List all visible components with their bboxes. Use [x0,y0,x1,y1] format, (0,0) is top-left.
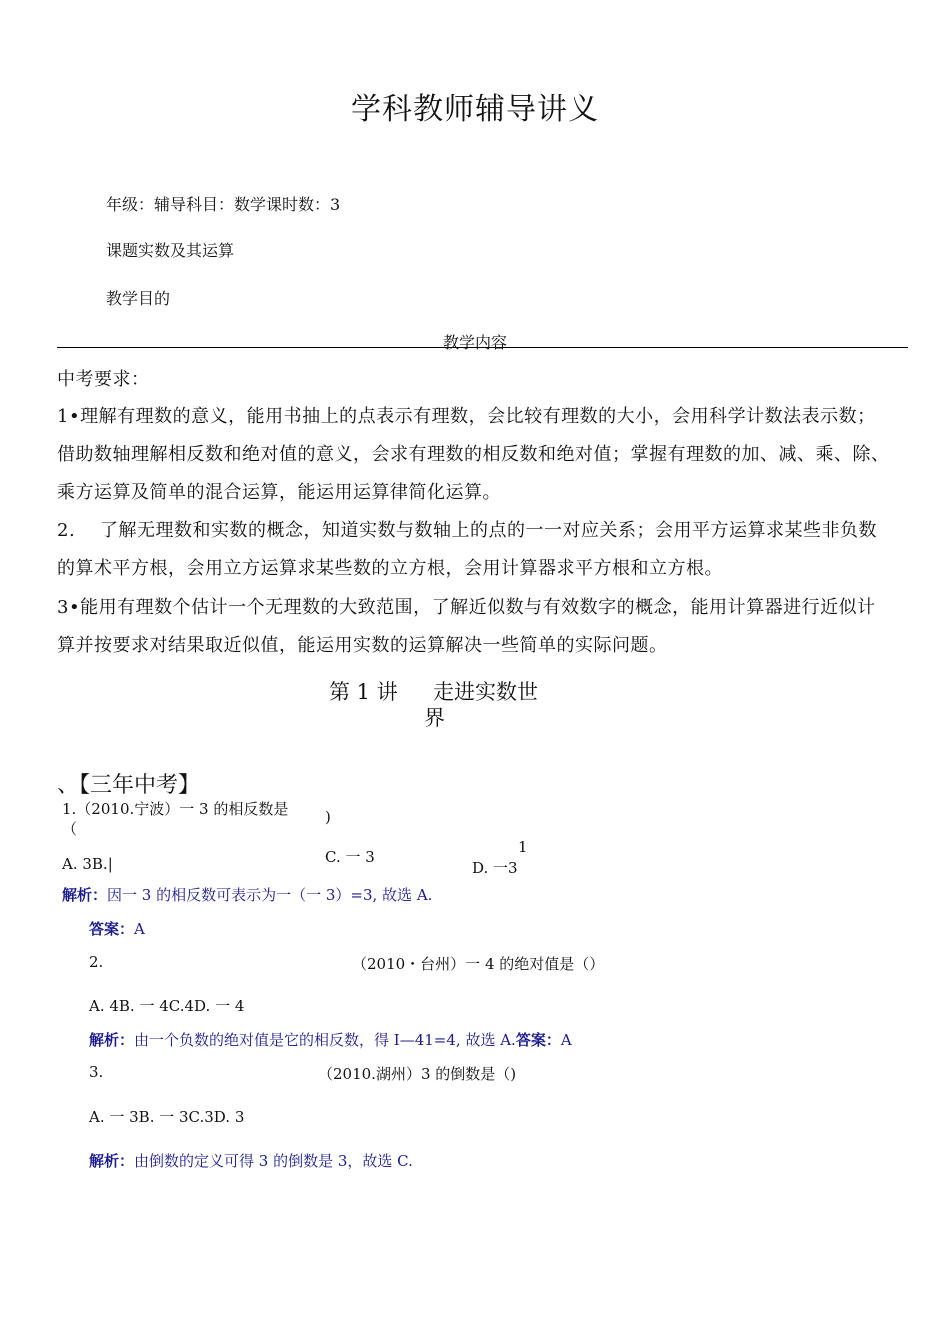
q1-analysis: 解析：因一 3 的相反数可表示为一（一 3）=3, 故选 A. [62,886,433,904]
requirement-line: 的算术平方根，会用立方运算求某些数的立方根，会用计算器求平方根和立方根。 [57,558,723,579]
requirement-line: 2. 了解无理数和实数的概念，知道实数与数轴上的点的一一对应关系；会用平方运算求某些非负数 [57,520,878,541]
q3-number: 3. [89,1063,104,1081]
section-heading: 、【三年中考】 [57,773,201,798]
q1-paren-open: （ [62,820,78,838]
lecture-number: 第 1 讲 [329,680,398,704]
q1-option-d-superscript: 1 [518,838,528,856]
requirement-line: 算并按要求对结果取近似值，能运用实数的运算解决一些简单的实际问题。 [57,635,668,656]
q1-paren-close: ) [325,808,331,826]
q3-stem: （2010.湖州）3 的倒数是（) [318,1065,517,1083]
q1-option-d: D. 一3 [472,859,518,877]
lecture-title: 走进实数世 [433,680,538,704]
document-title: 学科教师辅导讲义 [351,92,599,127]
q1-option-c: C. 一 3 [325,848,375,866]
requirement-line: 乘方运算及简单的混合运算，能运用运算律简化运算。 [57,482,501,503]
requirements-heading: 中考要求： [57,369,150,390]
q1-option-ab: A. 3B.| [62,855,113,873]
q2-options: A. 4B. 一 4C.4D. 一 4 [89,997,245,1015]
meta-line: 年级：辅导科目：数学课时数：3 [106,195,341,214]
goal-line: 教学目的 [106,289,171,308]
requirement-line: 3•能用有理数个估计一个无理数的大致范围，了解近似数与有效数字的概念，能用计算器进行近似计 [57,597,876,618]
q2-number: 2. [89,953,104,971]
lecture-title-cont: 界 [424,706,445,730]
topic-line: 课题实数及其运算 [106,241,235,260]
requirement-line: 1•理解有理数的意义，能用书抽上的点表示有理数，会比较有理数的大小，会用科学计数法表示数； [57,406,876,427]
q2-stem: （2010・台州）一 4 的绝对值是（） [352,955,605,973]
q1-answer: 答案：A [89,920,145,938]
requirement-line: 借助数轴理解相反数和绝对值的意义，会求有理数的相反数和绝对值；掌握有理数的加、减、乘、除、 [57,444,890,465]
q2-analysis: 解析：由一个负数的绝对值是它的相反数，得 I—41=4, 故选 A.答案：A [89,1031,572,1049]
q3-options: A. 一 3B. 一 3C.3D. 3 [89,1108,245,1126]
content-label: 教学内容 [442,333,507,352]
q3-analysis: 解析：由倒数的定义可得 3 的倒数是 3，故选 C. [89,1152,413,1170]
q1-stem: 1.（2010.宁波）一 3 的相反数是 [62,800,289,818]
